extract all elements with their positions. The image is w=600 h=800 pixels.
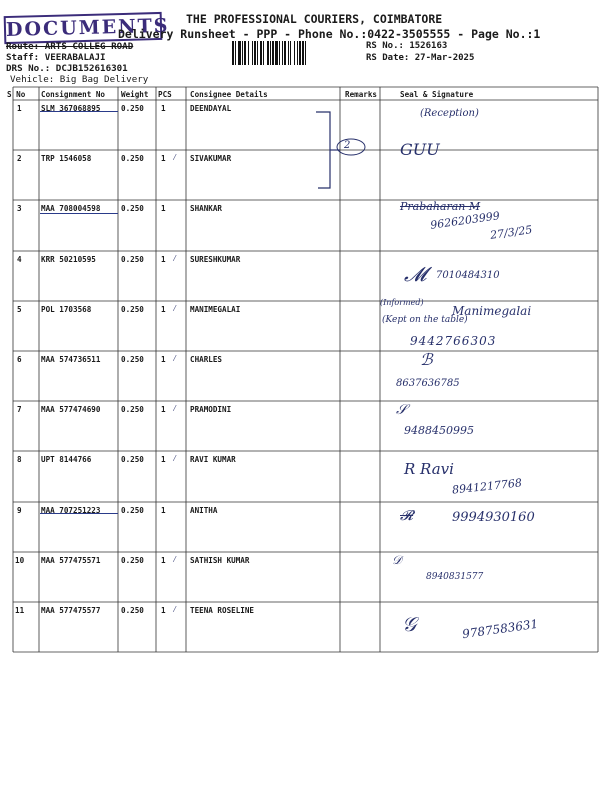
signature-row-3-name: Prabaharan M — [400, 200, 481, 213]
row-pcs: 1 — [161, 555, 166, 565]
tick-mark: ⁄ — [172, 554, 178, 565]
row-pcs: 1 — [161, 505, 166, 515]
row-consignee: ANITHA — [190, 505, 218, 515]
row-consignee: MANIMEGALAI — [190, 304, 241, 314]
row-consignee: TEENA ROSELINE — [190, 606, 255, 615]
row-sno: 9 — [17, 505, 22, 515]
signature-row-2: GUU — [400, 140, 440, 159]
row-pcs: 1 — [161, 355, 166, 364]
row-consignment-no: TRP 1546058 — [41, 154, 92, 164]
signature-row-3-date: 27/3/25 — [489, 223, 534, 242]
row-consignment-no: UPT 8144766 — [41, 455, 92, 465]
row-sno: 8 — [17, 455, 22, 465]
row-consignee: CHARLES — [190, 355, 223, 364]
row-weight: 0.250 — [121, 355, 144, 364]
tick-mark: ⁄ — [172, 303, 178, 314]
row-consignment-no: POL 1703568 — [41, 304, 92, 314]
row-pcs: 1 — [161, 455, 166, 465]
tick-mark: ⁄ — [172, 354, 178, 364]
signature-row-10-phone: 8940831577 — [426, 572, 484, 582]
signature-row-6-phone: 8637636785 — [396, 378, 460, 389]
row-pcs: 1 — [161, 154, 166, 164]
row-consignee: SURESHKUMAR — [190, 254, 241, 264]
row-consignment-no: MAA 577475571 — [41, 555, 101, 565]
vehicle-label: Vehicle: Big Bag Delivery — [10, 74, 149, 85]
signature-row-7-phone: 9488450995 — [404, 424, 474, 437]
signature-row-1: (Reception) — [420, 108, 479, 119]
row-consignee: SATHISH KUMAR — [190, 555, 250, 565]
underline-mark — [40, 513, 118, 514]
signature-row-5-kept: (Kept on the table) — [382, 315, 468, 325]
col-seal-signature: Seal & Signature — [400, 90, 474, 99]
documents-stamp: DOCUMENTS — [4, 12, 163, 44]
row-consignee: SIVAKUMAR — [190, 154, 232, 164]
signature-row-4-mark: 𝓜 — [404, 262, 427, 286]
tick-mark: ⁄ — [172, 454, 178, 465]
signature-row-8-name: R Ravi — [404, 460, 454, 478]
tick-mark: ⁄ — [172, 153, 178, 164]
row-consignment-no: MAA 577475577 — [41, 606, 101, 615]
signature-row-4-phone: 7010484310 — [436, 270, 500, 281]
drs-number: DRS No.: DCJB152616301 — [6, 63, 128, 74]
signature-row-3-phone: 9626203999 — [429, 209, 501, 232]
row-consignment-no: KRR 50210595 — [41, 254, 96, 264]
tick-mark: ⁄ — [172, 605, 178, 615]
row-consignment-no: MAA 707251223 — [41, 505, 101, 515]
row-pcs: 1 — [161, 104, 166, 113]
signature-row-9-mark: 𝓡 — [400, 508, 414, 524]
underline-mark — [40, 111, 118, 112]
signature-row-11-phone: 9787583631 — [461, 616, 539, 642]
col-consignment: Consignment No — [41, 90, 106, 99]
row-sno: 4 — [17, 254, 22, 264]
signature-row-8-phone: 8941217768 — [451, 476, 523, 497]
runsheet-title: Delivery Runsheet - PPP - Phone No.:0422-3505555 - Page No.:1 — [118, 27, 541, 41]
row-consignment-no: MAA 577474690 — [41, 405, 101, 415]
row-sno: 5 — [17, 304, 22, 314]
row-consignee: PRAMODINI — [190, 405, 232, 415]
row-weight: 0.250 — [121, 104, 144, 113]
row-sno: 2 — [17, 154, 22, 164]
row-sno: 7 — [17, 405, 22, 415]
signature-row-5-name: Manimegalai — [452, 304, 532, 318]
signature-row-7-mark: 𝒮 — [396, 402, 407, 418]
row-pcs: 1 — [161, 254, 166, 264]
rs-date: RS Date: 27-Mar-2025 — [366, 53, 475, 63]
company-title: THE PROFESSIONAL COURIERS, COIMBATORE — [186, 12, 443, 26]
row-weight: 0.250 — [121, 455, 144, 465]
rs-number: RS No.: 1526163 — [366, 41, 448, 51]
row-weight: 0.250 — [121, 606, 144, 615]
row-weight: 0.250 — [121, 505, 144, 515]
row-pcs: 1 — [161, 204, 166, 214]
col-consignee: Consignee Details — [190, 90, 268, 99]
row-weight: 0.250 — [121, 304, 144, 314]
staff-label: Staff: VEERABALAJI — [6, 52, 106, 63]
row-consignment-no: MAA 708004598 — [41, 204, 101, 214]
row-weight: 0.250 — [121, 405, 144, 415]
row-weight: 0.250 — [121, 154, 144, 164]
signature-row-10-mark: 𝒟 — [392, 553, 402, 567]
row-sno: 6 — [17, 355, 22, 364]
signature-row-5-note: (Informed) — [380, 298, 424, 307]
row-sno: 3 — [17, 204, 22, 214]
col-remarks: Remarks — [345, 90, 378, 99]
row-pcs: 1 — [161, 304, 166, 314]
row-consignee: RAVI KUMAR — [190, 455, 236, 465]
row-sno: 1 — [17, 104, 22, 113]
row-consignment-no: SLM 367068895 — [41, 104, 101, 113]
col-sno: S No — [7, 90, 26, 99]
row-weight: 0.250 — [121, 254, 144, 264]
row-pcs: 1 — [161, 405, 166, 415]
row-pcs: 1 — [161, 606, 166, 615]
row-sno: 11 — [15, 606, 25, 615]
signature-row-9-phone: 9994930160 — [452, 510, 535, 525]
tick-mark: ⁄ — [172, 253, 178, 264]
row-consignee: SHANKAR — [190, 204, 223, 214]
row-sno: 10 — [15, 555, 25, 565]
tick-mark: ⁄ — [172, 404, 178, 415]
signature-row-11-mark: 𝒢 — [402, 612, 417, 636]
route-label: Route: ARTS COLLEG ROAD — [6, 41, 134, 52]
col-weight: Weight — [121, 90, 149, 99]
signature-row-5-phone: 9442766303 — [410, 334, 497, 348]
underline-mark — [40, 213, 118, 214]
remark-circled-number: 2 — [344, 140, 351, 151]
row-consignment-no: MAA 574736511 — [41, 355, 101, 364]
row-weight: 0.250 — [121, 555, 144, 565]
row-consignee: DEENDAYAL — [190, 104, 232, 113]
signature-row-6-mark: ℬ — [420, 350, 433, 369]
row-weight: 0.250 — [121, 204, 144, 214]
col-pcs: PCS — [158, 90, 172, 99]
